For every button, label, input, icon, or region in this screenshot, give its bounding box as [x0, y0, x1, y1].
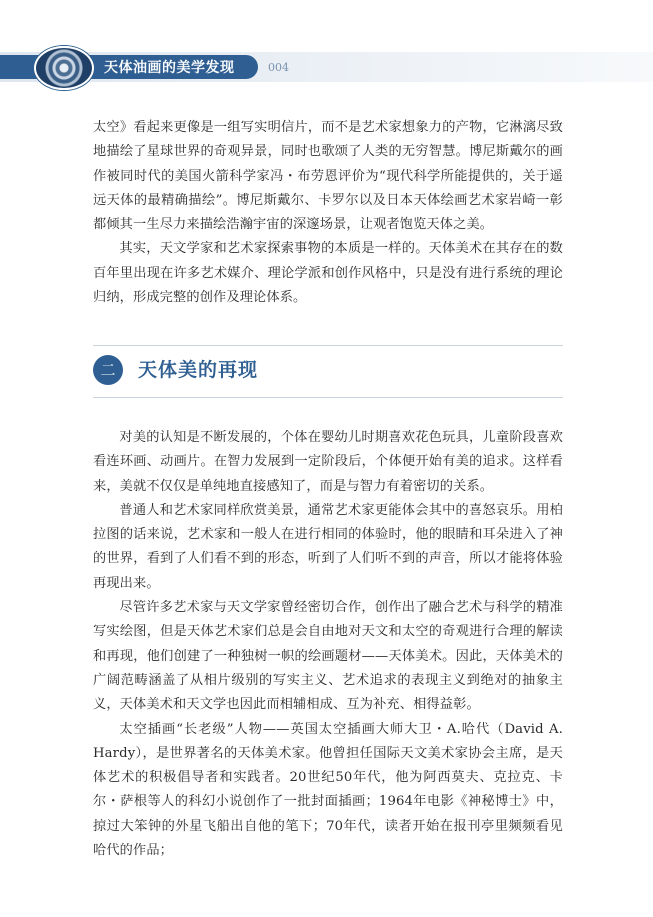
paragraph: 对美的认知是不断发展的，个体在婴幼儿时期喜欢花色玩具，儿童阶段喜欢看连环画、动画片。在智力发展到一定阶段后，个体便开始有美的追求。这样看来，美就不仅仅是单纯地直接感知了，而是与智力有着密切的关系。: [93, 430, 563, 494]
paragraph: 太空》看起来更像是一组写实明信片，而不是艺术家想象力的产物，它淋漓尽致地描绘了星球世界的奇观异景，同时也歌颂了人类的无穷智慧。博尼斯戴尔的画作被同时代的美国火箭科学家冯・布劳恩评价为“现代科学所能提供的，关于遥远天体的最精确描绘”。博尼斯戴尔、卡罗尔以及日本天体绘画艺术家岩崎一彰都倾其一生尽力来描绘浩瀚宇宙的深邃场景，让观者饱览天体之美。: [93, 120, 563, 233]
intro-text: [93, 116, 563, 310]
section-number-badge: 二: [93, 355, 123, 385]
section-rule-top: [93, 345, 563, 346]
paragraph: 其实，天文学家和艺术家探索事物的本质是一样的。天体美术在其存在的数百年里出现在许多艺术媒介、理论学派和创作风格中，只是没有进行系统的理论归纳，形成完整的创作及理论体系。: [93, 241, 563, 306]
section-rule-bottom: [93, 397, 563, 398]
page-number: 004: [268, 61, 289, 74]
paragraph: 尽管许多艺术家与天文学家曾经密切合作，创作出了融合艺术与科学的精准写实绘图，但是天体艺术家们总是会自由地对天文和太空的奇观进行合理的解读和再现，他们创建了一种独树一帜的绘画题材——天体美术。因此，天体美术的广阔范畴涵盖了从相片级别的写实主义、艺术追求的表现主义到绝对的抽象主义，天体美术和天文学也因此而相辅相成、互为补充、相得益彰。: [93, 600, 563, 713]
running-header-title: 天体油画的美学发现: [104, 60, 235, 76]
paragraph: 普通人和艺术家同样欣赏美景，通常艺术家更能体会其中的喜怒哀乐。用柏拉图的话来说，艺术家和一般人在进行相同的体验时，他的眼睛和耳朵进入了神的世界，看到了人们看不到的形态，听到了人们听不到的声音，所以才能将体验再现出来。: [93, 502, 563, 591]
paragraph: 太空插画“长老级”人物——英国太空插画大师大卫・A.哈代（David A. Hardy），是世界著名的天体美术家。他曾担任国际天文美术家协会主席，是天体艺术的积极倡导者和实践者。20世纪50年代，他为阿西莫夫、克拉克、卡尔・萨根等人的科幻小说创作了一批封面插画；1964年电影《神秘博士》中，掠过大笨钟的外星飞船出自他的笔下；70年代，读者开始在报刊亭里频频看见哈代的作品；: [93, 721, 563, 859]
eye-emblem-icon: [34, 46, 94, 90]
section-text: [93, 426, 563, 863]
section-heading: 天体美的再现: [138, 359, 259, 381]
